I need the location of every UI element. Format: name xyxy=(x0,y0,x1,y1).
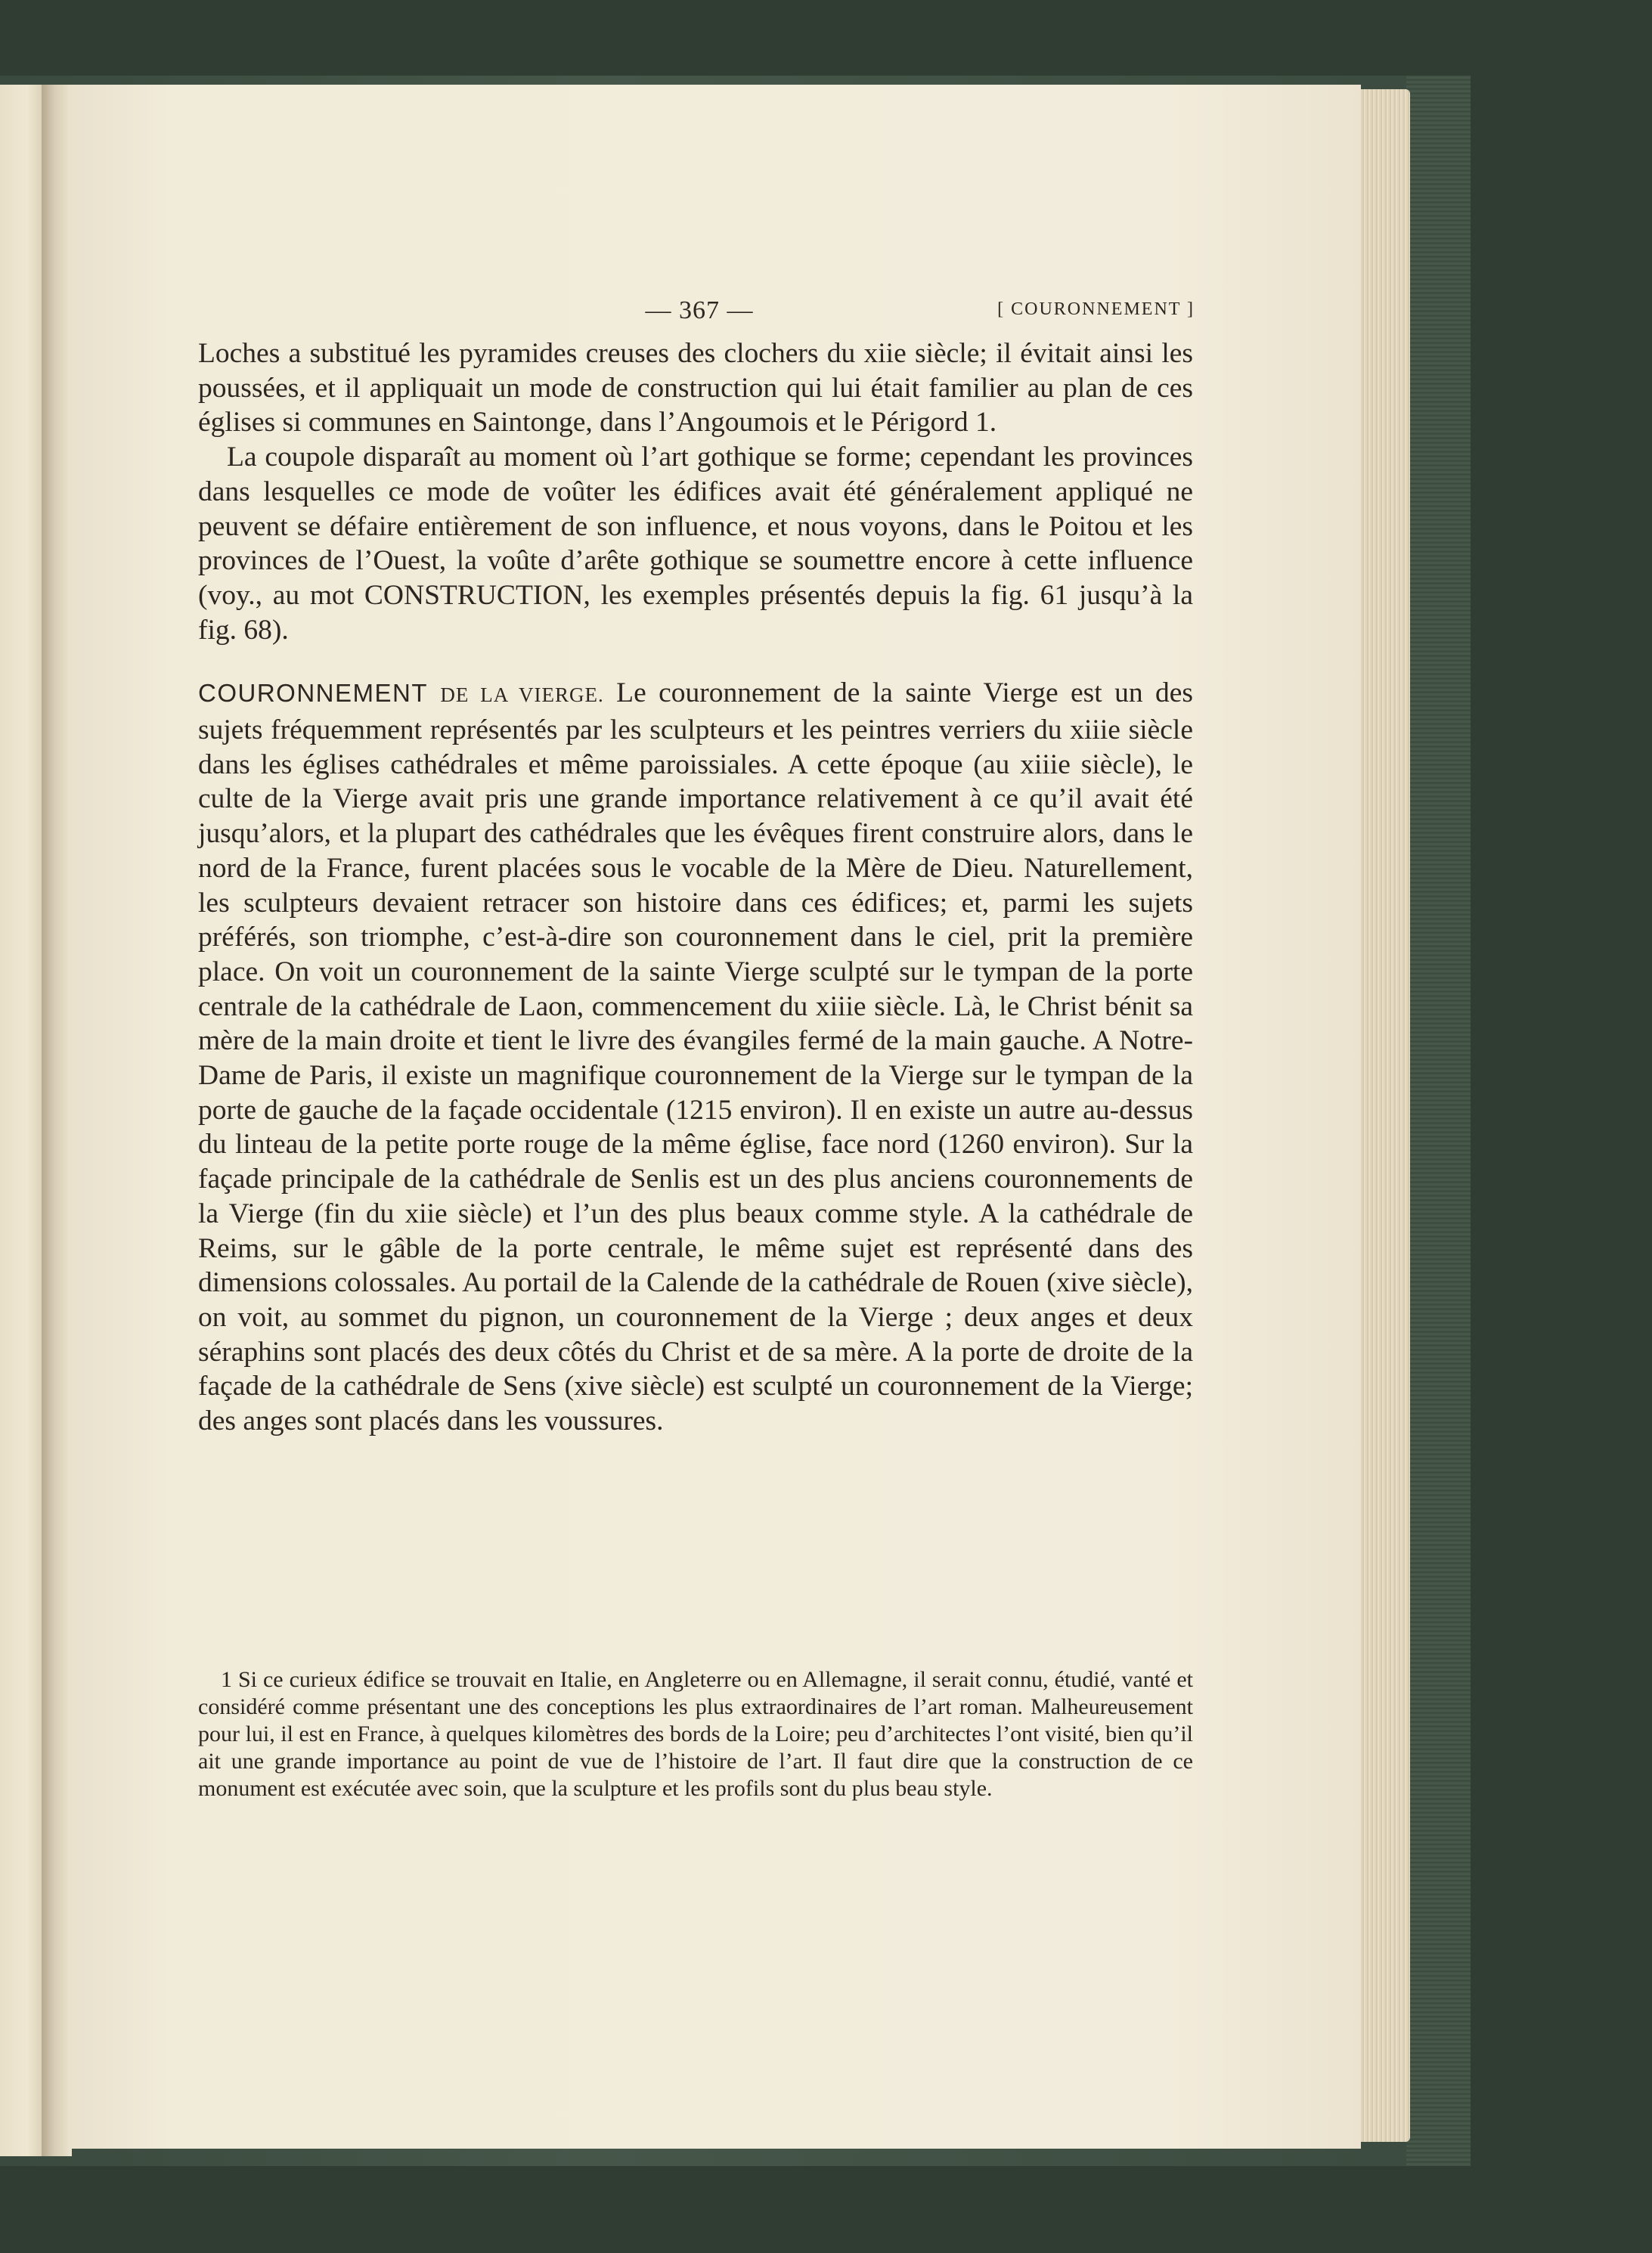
entry-couronnement xyxy=(198,676,1193,1438)
entry-subheading: DE LA VIERGE. xyxy=(440,683,604,707)
running-head: [ COURONNEMENT ] xyxy=(997,299,1195,319)
entry-heading: COURONNEMENT xyxy=(198,679,428,708)
paragraph-loches: Loches a substitué les pyramides creuses des clochers du xiie siècle; il évitait ainsi les poussées, et il appliquait un mode de construction qui lui était familier au plan de ces églises si communes en Saintonge, dans l’Angoumois et le Périgord 1. xyxy=(198,338,1193,439)
entry-text: Le couronnement de la sainte Vierge est un des sujets fréquemment représentés par les sculpteurs et les peintres verriers du xiiie siècle dans les églises cathédrales et même paroissiales. A cette époque (au xiiie siècle), le culte de la Vierge avait pris une grande importance relativement à ce qu’il avait été jusqu’alors, et la plupart des cathédrales que les évêques firent construire alors, dans le nord de la France, furent placées sous le vocable de la Mère de Dieu. Naturellement, les sculpteurs devaient retracer son histoire dans ces édifices; et, parmi les sujets préférés, son triomphe, c’est-à-dire son couronnement dans le ciel, prit la première place. On voit un couronnement de la sainte Vierge sculpté sur le tympan de la porte centrale de la cathédrale de Laon, commencement du xiiie siècle. Là, le Christ bénit sa mère de la main droite et tient le livre des évangiles fermé de la main gauche. A Notre-Dame de Paris, il existe un magnifique couronnement de la Vierge sur le tympan de la porte de gauche de la façade occidentale (1215 environ). Il en existe un autre au-dessus du linteau de la petite porte rouge de la même église, face nord (1260 environ). Sur la façade principale de la cathédrale de Senlis est un des plus anciens couronnements de la Vierge (fin du xiie siècle) et l’un des plus beaux comme style. A la cathédrale de Reims, sur le gâble de la porte centrale, le même sujet est représenté dans des dimensions colossales. Au portail de la Calende de la cathédrale de Rouen (xive siècle), on voit, au sommet du pignon, un couronnement de la Vierge ; deux anges et deux séraphins sont placés des deux côtés du Christ et de sa mère. A la porte de droite de la façade de la cathédrale de Sens (xive siècle) est sculpté un couronnement de la Vierge; des anges sont placés dans les voussures. xyxy=(198,677,1193,1437)
book-gutter xyxy=(42,85,72,2156)
body-text xyxy=(198,336,1193,1439)
book-page xyxy=(68,85,1361,2149)
footnotes xyxy=(198,1666,1193,1802)
left-page-sliver xyxy=(0,85,45,2156)
footnote-1: 1 Si ce curieux édifice se trouvait en Italie, en Angleterre ou en Allemagne, il serait connu, étudié, vanté et considéré comme présentant une des conceptions les plus extraordinaires de l’art roman. Malheureusement pour lui, il est en France, à quelques kilomètres des bords de la Loire; peu d’architectes l’ont visité, bien qu’il ait une grande importance au point de vue de l’histoire de l’art. Il faut dire que la construction de ce monument est exécutée avec soin, que la sculpture et les profils sont du plus beau style. xyxy=(198,1667,1193,1801)
page-stack-edges xyxy=(1357,89,1410,2142)
page-number: — 367 — xyxy=(645,296,754,324)
page-header xyxy=(204,296,1195,342)
paragraph-coupole: La coupole disparaît au moment où l’art gothique se forme; cependant les provinces dans lesquelles ce mode de voûter les édifices avait été généralement appliqué ne peuvent se défaire entièrement de son influence, et nous voyons, dans le Poitou et les provinces de l’Ouest, la voûte d’arête gothique se soumettre encore à cette influence (voy., au mot CONSTRUCTION, les exemples présentés depuis la fig. 61 jusqu’à la fig. 68). xyxy=(198,442,1193,646)
cover-edge-right xyxy=(1406,76,1471,2166)
